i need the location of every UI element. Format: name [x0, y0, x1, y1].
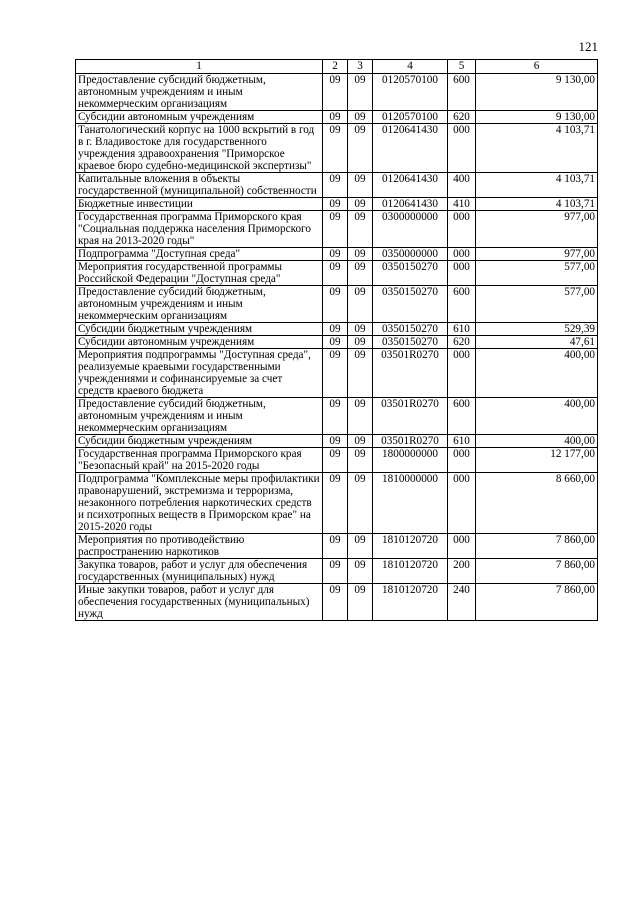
section-code: 09 — [323, 435, 348, 448]
subsection-code: 09 — [348, 559, 373, 584]
expense-type-code: 000 — [448, 473, 476, 534]
item-name: Субсидии автономным учреждениям — [76, 111, 323, 124]
item-name: Предоставление субсидий бюджетным, автономным учреждениям и иным некоммерческим организациям — [76, 74, 323, 111]
section-code: 09 — [323, 198, 348, 211]
section-code: 09 — [323, 248, 348, 261]
table-row — [76, 584, 598, 621]
amount: 577,00 — [476, 261, 598, 286]
item-name: Государственная программа Приморского края "Социальная поддержка населения Приморского края на 2013-2020 годы" — [76, 211, 323, 248]
item-name: Капитальные вложения в объекты государственной (муниципальной) собственности — [76, 173, 323, 198]
item-name: Субсидии бюджетным учреждениям — [76, 323, 323, 336]
section-code: 09 — [323, 286, 348, 323]
item-name: Субсидии автономным учреждениям — [76, 336, 323, 349]
table-row — [76, 398, 598, 435]
amount: 47,61 — [476, 336, 598, 349]
expense-type-code: 600 — [448, 74, 476, 111]
target-article-code: 03501R0270 — [373, 398, 448, 435]
expense-type-code: 400 — [448, 173, 476, 198]
target-article-code: 1810120720 — [373, 534, 448, 559]
target-article-code: 0120641430 — [373, 173, 448, 198]
item-name: Иные закупки товаров, работ и услуг для обеспечения государственных (муниципальных) нужд — [76, 584, 323, 621]
expense-type-code: 000 — [448, 248, 476, 261]
subsection-code: 09 — [348, 323, 373, 336]
expense-type-code: 610 — [448, 435, 476, 448]
expense-type-code: 620 — [448, 111, 476, 124]
target-article-code: 0350150270 — [373, 261, 448, 286]
expense-type-code: 000 — [448, 211, 476, 248]
subsection-code: 09 — [348, 198, 373, 211]
item-name: Государственная программа Приморского края "Безопасный край" на 2015-2020 годы — [76, 448, 323, 473]
item-name: Субсидии бюджетным учреждениям — [76, 435, 323, 448]
subsection-code: 09 — [348, 248, 373, 261]
amount: 577,00 — [476, 286, 598, 323]
target-article-code: 0350150270 — [373, 286, 448, 323]
item-name: Предоставление субсидий бюджетным, автономным учреждениям и иным некоммерческим организациям — [76, 398, 323, 435]
target-article-code: 1800000000 — [373, 448, 448, 473]
section-code: 09 — [323, 111, 348, 124]
budget-table — [75, 59, 598, 621]
item-name: Подпрограмма "Доступная среда" — [76, 248, 323, 261]
section-code: 09 — [323, 124, 348, 173]
subsection-code: 09 — [348, 349, 373, 398]
section-code: 09 — [323, 448, 348, 473]
table-row — [76, 435, 598, 448]
header-col-6: 6 — [476, 60, 598, 74]
amount: 7 860,00 — [476, 584, 598, 621]
table-row — [76, 111, 598, 124]
table-row — [76, 473, 598, 534]
target-article-code: 1810120720 — [373, 559, 448, 584]
amount: 8 660,00 — [476, 473, 598, 534]
section-code: 09 — [323, 211, 348, 248]
section-code: 09 — [323, 398, 348, 435]
amount: 977,00 — [476, 248, 598, 261]
amount: 9 130,00 — [476, 74, 598, 111]
table-row — [76, 349, 598, 398]
table-row — [76, 336, 598, 349]
item-name: Мероприятия по противодействию распространению наркотиков — [76, 534, 323, 559]
subsection-code: 09 — [348, 448, 373, 473]
expense-type-code: 600 — [448, 398, 476, 435]
target-article-code: 0120641430 — [373, 198, 448, 211]
target-article-code: 0120641430 — [373, 124, 448, 173]
subsection-code: 09 — [348, 435, 373, 448]
subsection-code: 09 — [348, 111, 373, 124]
table-row — [76, 559, 598, 584]
target-article-code: 1810120720 — [373, 584, 448, 621]
table-row — [76, 74, 598, 111]
expense-type-code: 620 — [448, 336, 476, 349]
expense-type-code: 000 — [448, 349, 476, 398]
header-col-4: 4 — [373, 60, 448, 74]
expense-type-code: 200 — [448, 559, 476, 584]
item-name: Подпрограмма "Комплексные меры профилактики правонарушений, экстремизма и терроризма, незаконного потребления наркотических средств и психотропных веществ в Приморском крае" на 2015-2020 годы — [76, 473, 323, 534]
table-row — [76, 173, 598, 198]
table-row — [76, 211, 598, 248]
target-article-code: 0350150270 — [373, 323, 448, 336]
target-article-code: 03501R0270 — [373, 435, 448, 448]
amount: 4 103,71 — [476, 124, 598, 173]
section-code: 09 — [323, 534, 348, 559]
header-col-5: 5 — [448, 60, 476, 74]
section-code: 09 — [323, 323, 348, 336]
subsection-code: 09 — [348, 74, 373, 111]
amount: 4 103,71 — [476, 198, 598, 211]
subsection-code: 09 — [348, 336, 373, 349]
item-name: Мероприятия государственной программы Российской Федерации "Доступная среда" — [76, 261, 323, 286]
expense-type-code: 000 — [448, 534, 476, 559]
table-row — [76, 323, 598, 336]
amount: 400,00 — [476, 398, 598, 435]
header-row — [76, 60, 598, 74]
target-article-code: 0350000000 — [373, 248, 448, 261]
item-name: Закупка товаров, работ и услуг для обеспечения государственных (муниципальных) нужд — [76, 559, 323, 584]
table-row — [76, 248, 598, 261]
item-name: Бюджетные инвестиции — [76, 198, 323, 211]
amount: 977,00 — [476, 211, 598, 248]
item-name: Предоставление субсидий бюджетным, автономным учреждениям и иным некоммерческим организациям — [76, 286, 323, 323]
target-article-code: 0120570100 — [373, 111, 448, 124]
subsection-code: 09 — [348, 286, 373, 323]
section-code: 09 — [323, 173, 348, 198]
expense-type-code: 000 — [448, 448, 476, 473]
subsection-code: 09 — [348, 473, 373, 534]
section-code: 09 — [323, 74, 348, 111]
page-number: 121 — [578, 39, 598, 54]
amount: 7 860,00 — [476, 534, 598, 559]
expense-type-code: 240 — [448, 584, 476, 621]
item-name: Мероприятия подпрограммы "Доступная среда", реализуемые краевыми государственными учреждениями и софинансируемые за счет средств краевого бюджета — [76, 349, 323, 398]
subsection-code: 09 — [348, 398, 373, 435]
subsection-code: 09 — [348, 211, 373, 248]
subsection-code: 09 — [348, 173, 373, 198]
subsection-code: 09 — [348, 124, 373, 173]
table-row — [76, 448, 598, 473]
target-article-code: 03501R0270 — [373, 349, 448, 398]
amount: 7 860,00 — [476, 559, 598, 584]
table-row — [76, 261, 598, 286]
table-row — [76, 534, 598, 559]
target-article-code: 0120570100 — [373, 74, 448, 111]
target-article-code: 1810000000 — [373, 473, 448, 534]
amount: 529,39 — [476, 323, 598, 336]
section-code: 09 — [323, 336, 348, 349]
table-row — [76, 198, 598, 211]
header-col-3: 3 — [348, 60, 373, 74]
header-col-1: 1 — [76, 60, 323, 74]
subsection-code: 09 — [348, 261, 373, 286]
subsection-code: 09 — [348, 534, 373, 559]
amount: 12 177,00 — [476, 448, 598, 473]
amount: 400,00 — [476, 349, 598, 398]
target-article-code: 0350150270 — [373, 336, 448, 349]
subsection-code: 09 — [348, 584, 373, 621]
expense-type-code: 000 — [448, 124, 476, 173]
item-name: Танатологический корпус на 1000 вскрытий в год в г. Владивостоке для государственного учреждения здравоохранения "Приморское краевое бюро судебно-медицинской экспертизы" — [76, 124, 323, 173]
section-code: 09 — [323, 473, 348, 534]
expense-type-code: 610 — [448, 323, 476, 336]
section-code: 09 — [323, 559, 348, 584]
expense-type-code: 000 — [448, 261, 476, 286]
header-col-2: 2 — [323, 60, 348, 74]
section-code: 09 — [323, 349, 348, 398]
expense-type-code: 410 — [448, 198, 476, 211]
table-row — [76, 286, 598, 323]
amount: 400,00 — [476, 435, 598, 448]
table-row — [76, 124, 598, 173]
section-code: 09 — [323, 261, 348, 286]
amount: 4 103,71 — [476, 173, 598, 198]
section-code: 09 — [323, 584, 348, 621]
amount: 9 130,00 — [476, 111, 598, 124]
target-article-code: 0300000000 — [373, 211, 448, 248]
expense-type-code: 600 — [448, 286, 476, 323]
